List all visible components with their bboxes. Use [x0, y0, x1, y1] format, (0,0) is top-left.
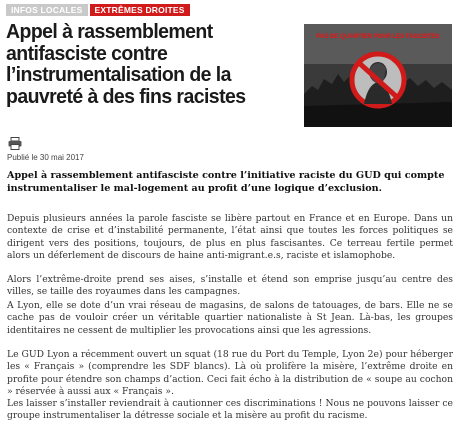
article-paragraph: Alors l’extrême-droite prend ses aises, s’installe et étend son emprise jusqu’au centre des villes, se taille des royaumes dans les campagnes.	[7, 274, 453, 298]
article-paragraph: Le GUD Lyon a récemment ouvert un squat (18 rue du Port du Temple, Lyon 2e) pour héberger les « Français » (comprendre les SDF blancs). Là où prolifère la misère, l’extrême droite en profite pour étendre son champs d’action. Ceci fait écho à la distribution de « soupe au cochon » réservée à aussi aux « Français ».	[7, 349, 453, 397]
hero-banner-text: PAS DE QUARTIER POUR LES FASCISTES	[316, 33, 440, 40]
article-paragraph: A Lyon, elle se dote d’un vrai réseau de magasins, de salons de tatouages, de bars. Elle ne se cache pas de vouloir créer un véritable quartier nationaliste à St Jean. Là-bas, les groupes identitaires ne cessent de multiplier les provocations ainsi que les agressions.	[7, 300, 453, 336]
tag-infos-locales[interactable]: INFOS LOCALES	[6, 4, 88, 16]
printer-icon[interactable]	[8, 137, 22, 150]
article-paragraph: Les laisser s’installer reviendrait à cautionner ces discriminations ! Nous ne pouvons laisser ce groupe instrumentaliser la détresse sociale et la misère au profit du racisme.	[7, 398, 453, 422]
publish-date: Publié le 30 mai 2017	[7, 153, 84, 162]
article-lead: Appel à rassemblement antifasciste contre l’initiative raciste du GUD qui compte instrumentaliser le mal-logement au profit d’une logique d’exclusion.	[7, 170, 445, 194]
tag-extremes-droites[interactable]: EXTRÊMES DROITES	[90, 4, 190, 16]
article-hero-image[interactable]	[304, 24, 452, 127]
article-paragraph: Depuis plusieurs années la parole fasciste se libère partout en France et en Europe. Dans un contexte de crise et d’instabilité permanente, l’état ainsi que toutes les forces politiques se dirigent vers des positions, toujours, de plus en plus fascisantes. Ce terreau fertile permet alors un déferlement de discours de haine anti-migrant.e.s, raciste et islamophobe.	[7, 213, 453, 261]
article-title: Appel à rassemblement antifasciste contre l’instrumentalisation de la pauvreté à des fins racistes	[6, 20, 246, 108]
category-tags	[6, 4, 190, 16]
